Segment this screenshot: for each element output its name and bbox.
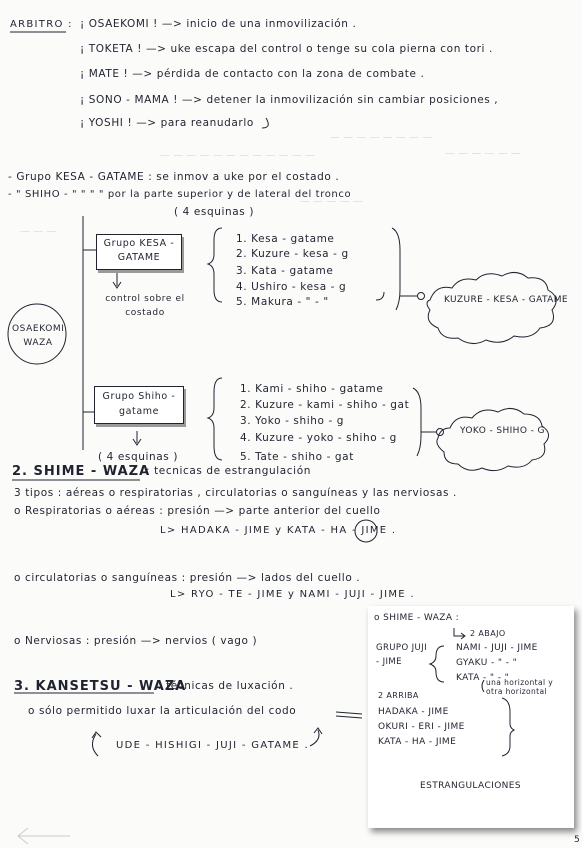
kansetsu-technique: UDE - HISHIGI - JUJI - GATAME . (116, 740, 309, 751)
sticky-arriba-item: OKURI - ERI - JIME (378, 722, 465, 732)
grupo-shiho-intro: - " SHIHO - " " " " por la parte superior y de lateral del tronco (8, 189, 352, 200)
show-through-text: — — — — — — (445, 148, 521, 159)
kansetsu-waza-subtitle: : técnicas de luxación . (158, 680, 294, 692)
shiho-item: 1. Kami - shiho - gatame (240, 383, 384, 395)
show-through-text: — — — — — (300, 196, 363, 207)
shiho-item: 5. Tate - shiho - gat (240, 451, 354, 463)
arbitro-line: ¡ YOSHI ! —> para reanudarlo (80, 117, 254, 129)
sticky-juji-item: KATA - " - " (456, 673, 510, 683)
kesa-item: 5. Makura - " - " (236, 296, 329, 308)
kesa-item: 1. Kesa - gatame (236, 233, 335, 245)
show-through-text: — — — — — — — — (330, 132, 433, 143)
sticky-note (368, 606, 574, 828)
sticky-note-strokes (368, 606, 574, 828)
shiho-item: 3. Yoko - shiho - g (240, 415, 345, 427)
arbitro-line: ¡ SONO - MAMA ! —> detener la inmovilización sin cambiar posiciones , (80, 94, 499, 106)
shime-circulatorias: o circulatorias o sanguíneas : presión —> lados del cuello . (14, 572, 361, 584)
page-number: 5 (574, 835, 581, 845)
arbitro-label: ARBITRO : (10, 19, 73, 30)
shiho-note: ( 4 esquinas ) (98, 451, 179, 463)
sticky-group-label: GRUPO JUJI - JIME (376, 643, 427, 667)
shime-tipos: 3 tipos : aéreas o respiratorias , circulatorias o sanguíneas y las nerviosas . (14, 487, 457, 499)
arbitro-line: ¡ OSAEKOMI ! —> inicio de una inmovilización . (80, 18, 357, 30)
kesa-group-box: Grupo KESA - GATAME (96, 234, 182, 270)
show-through-text: — — — (20, 226, 57, 237)
kesa-cloud-text: KUZURE - KESA - GATAME (444, 295, 568, 305)
kesa-item: 2. Kuzure - kesa - g (236, 248, 349, 260)
sticky-arriba: 2 ARRIBA (378, 691, 419, 700)
show-through-text: — — — — — — — — — — — — (160, 150, 315, 161)
shime-respiratorias: o Respiratorias o aéreas : presión —> parte anterior del cuello (14, 505, 381, 517)
sticky-header: o SHIME - WAZA : (374, 613, 460, 623)
kansetsu-line: o sólo permitido luxar la articulación del codo (28, 705, 297, 717)
kansetsu-waza-title: 3. KANSETSU - WAZA (14, 679, 187, 694)
sticky-footer: ESTRANGULACIONES (420, 781, 522, 791)
arbitro-line: ¡ MATE ! —> pérdida de contacto con la zona de combate . (80, 68, 425, 80)
sticky-juji-item: NAMI - JUJI - JIME (456, 643, 538, 653)
sticky-juji-item: GYAKU - " - " (456, 658, 518, 668)
shiho-item: 2. Kuzure - kami - shiho - gat (240, 399, 410, 411)
sticky-arriba-item: KATA - HA - JIME (378, 737, 457, 747)
shime-circulatorias-result: L> RYO - TE - JIME y NAMI - JUJI - JIME . (170, 589, 415, 600)
osaekomi-waza-label: OSAEKOMI WAZA (12, 324, 65, 348)
kesa-item: 4. Ushiro - kesa - g (236, 281, 347, 293)
grupo-kesa-intro: - Grupo KESA - GATAME : se inmov a uke por el costado . (8, 171, 340, 183)
shiho-item: 4. Kuzure - yoko - shiho - g (240, 432, 397, 444)
arbitro-line: ¡ TOKETA ! —> uke escapa del control o tenge su cola pierna con tori . (80, 43, 493, 55)
sticky-aside: una horizontal y otra horizontal (486, 678, 554, 696)
cuatro-esquinas: ( 4 esquinas ) (174, 206, 255, 218)
shiho-group-box: Grupo Shiho - gatame (94, 386, 184, 424)
shime-waza-subtitle: : tecnicas de estrangulación (146, 465, 311, 477)
shiho-cloud-text: YOKO - SHIHO - G (460, 426, 545, 436)
kesa-note: control sobre el costado (105, 294, 185, 318)
kesa-item: 3. Kata - gatame (236, 265, 334, 277)
shime-nerviosas: o Nerviosas : presión —> nervios ( vago ) (14, 635, 258, 647)
sticky-arriba-item: HADAKA - JIME (378, 707, 449, 717)
sticky-abajo: 2 ABAJO (470, 629, 506, 638)
shime-respiratorias-result: L> HADAKA - JIME y KATA - HA - JIME . (160, 525, 397, 536)
shime-waza-title: 2. SHIME - WAZA (12, 464, 151, 479)
